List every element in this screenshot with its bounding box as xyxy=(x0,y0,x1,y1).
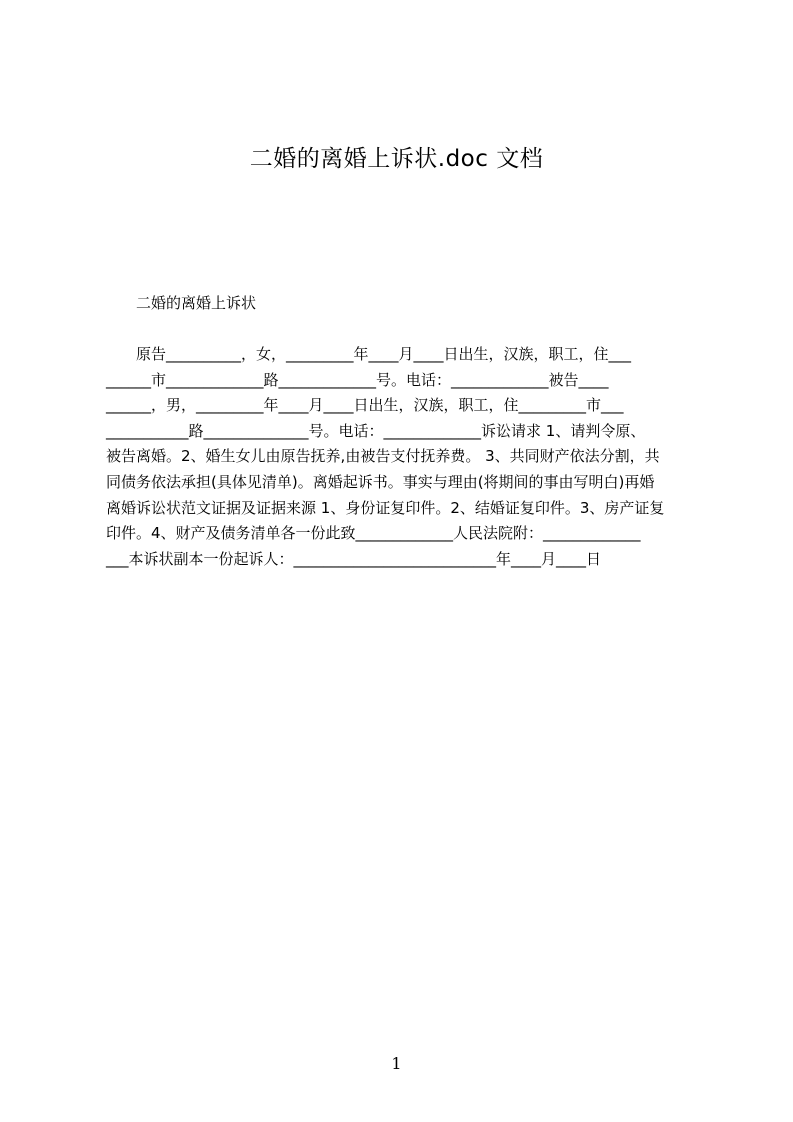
body-line: 同债务依法承担(具体见清单)。离婚起诉书。事实与理由(将期间的事由写明白)再婚 xyxy=(106,472,655,491)
body-line: ______市_____________路_____________号。电话：_____________被告____ xyxy=(106,370,609,389)
body-line: ___________路______________号。电话：_____________诉讼请求 1、请判令原、 xyxy=(106,421,646,440)
document-body xyxy=(106,342,702,572)
body-line: 离婚诉讼状范文证据及证据来源 1、身份证复印件。2、结婚证复印件。3、房产证复 xyxy=(106,498,665,517)
body-line: ___本诉状副本一份起诉人：___________________________年____月____日 xyxy=(106,549,602,568)
document-title: 二婚的离婚上诉状.doc 文档 xyxy=(249,146,544,172)
body-line: 被告离婚。2、婚生女儿由原告抚养,由被告支付抚养费。 3、共同财产依法分割，共 xyxy=(106,447,660,466)
body-line: 印件。4、财产及债务清单各一份此致_____________人民法院附：_____________ xyxy=(106,524,641,543)
document-subtitle: 二婚的离婚上诉状 xyxy=(136,294,257,312)
body-line: 原告__________，女，_________年____月____日出生，汉族，职工，住___ xyxy=(136,345,632,363)
body-line: ______，男，_________年____月____日出生，汉族，职工，住_________市___ xyxy=(106,396,624,415)
page-number: 1 xyxy=(391,1054,402,1073)
